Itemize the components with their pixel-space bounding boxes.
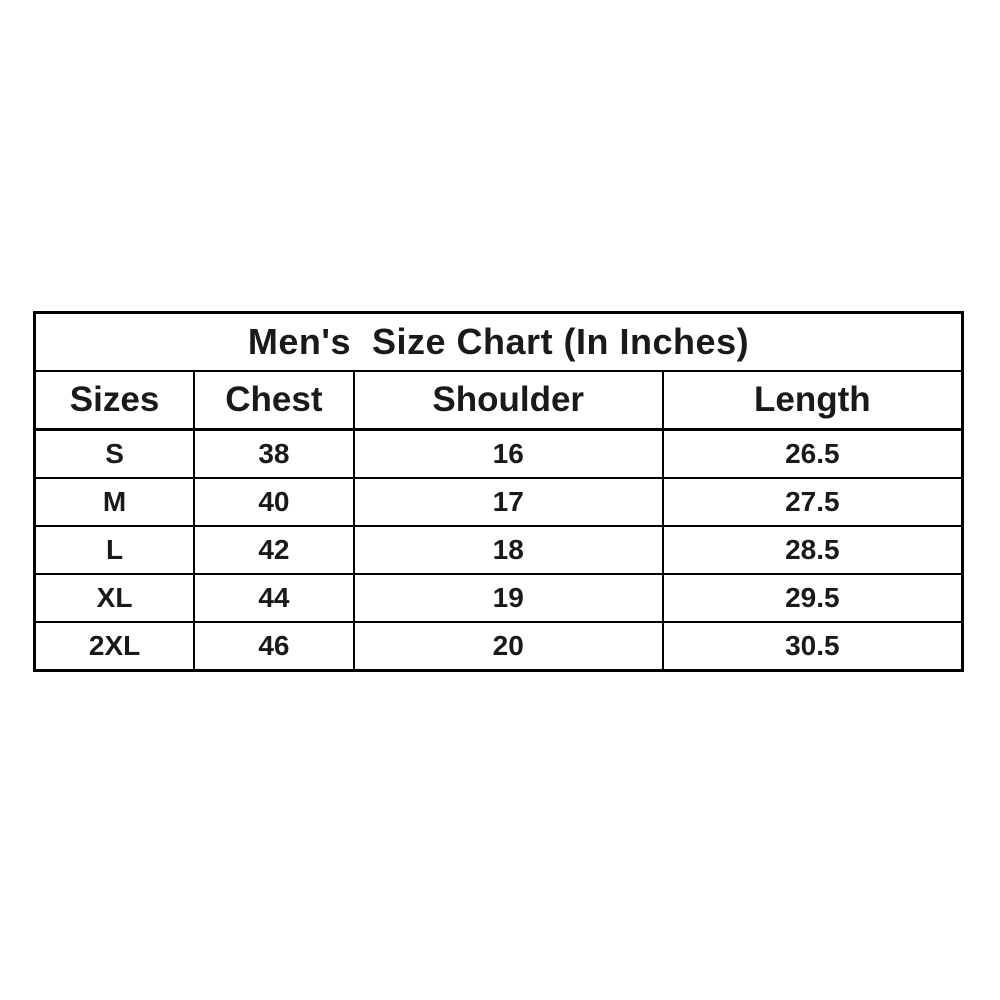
cell-length: 30.5 bbox=[663, 622, 963, 671]
cell-size: S bbox=[35, 430, 195, 479]
cell-shoulder: 20 bbox=[354, 622, 663, 671]
cell-length: 29.5 bbox=[663, 574, 963, 622]
column-header-sizes: Sizes bbox=[35, 371, 195, 430]
cell-chest: 40 bbox=[194, 478, 354, 526]
cell-shoulder: 18 bbox=[354, 526, 663, 574]
size-chart-table bbox=[33, 311, 964, 672]
table-row-xl bbox=[35, 574, 963, 622]
cell-chest: 42 bbox=[194, 526, 354, 574]
column-header-chest: Chest bbox=[194, 371, 354, 430]
cell-size: M bbox=[35, 478, 195, 526]
table-header-row bbox=[35, 371, 963, 430]
cell-chest: 38 bbox=[194, 430, 354, 479]
cell-size: L bbox=[35, 526, 195, 574]
cell-length: 26.5 bbox=[663, 430, 963, 479]
cell-shoulder: 16 bbox=[354, 430, 663, 479]
cell-size: XL bbox=[35, 574, 195, 622]
column-header-length: Length bbox=[663, 371, 963, 430]
cell-length: 28.5 bbox=[663, 526, 963, 574]
cell-chest: 44 bbox=[194, 574, 354, 622]
table-row-m bbox=[35, 478, 963, 526]
table-row-2xl bbox=[35, 622, 963, 671]
cell-length: 27.5 bbox=[663, 478, 963, 526]
column-header-shoulder: Shoulder bbox=[354, 371, 663, 430]
table-row-s bbox=[35, 430, 963, 479]
table-title: Men's Size Chart (In Inches) bbox=[35, 313, 963, 372]
cell-chest: 46 bbox=[194, 622, 354, 671]
cell-size: 2XL bbox=[35, 622, 195, 671]
cell-shoulder: 17 bbox=[354, 478, 663, 526]
cell-shoulder: 19 bbox=[354, 574, 663, 622]
table-row-l bbox=[35, 526, 963, 574]
table-title-row bbox=[35, 313, 963, 372]
